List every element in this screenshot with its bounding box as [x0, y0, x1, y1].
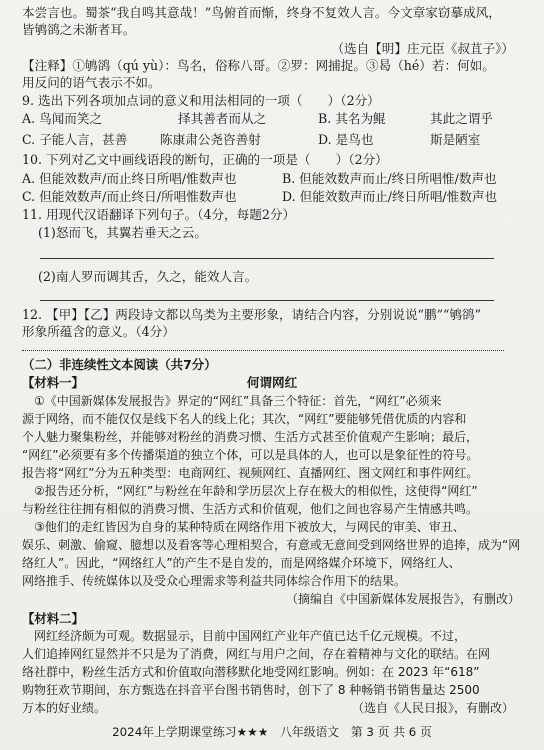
material-1-line: 源于网络，而不能仅仅是线下名人的线上化；其次，“网红”要能够凭借优质的内容和: [22, 412, 467, 426]
q9-option-b1: B. 其名为鲲: [318, 111, 386, 126]
passage-source: （选自【明】庄元臣《叔苴子》）: [331, 41, 514, 56]
material-2-source: （选自《人民日报》，有删改）: [351, 701, 514, 715]
q9-option-c1: C. 子能人言，甚善: [22, 132, 128, 147]
notes-line: 【注释】①鸲鹆（qú yù）：鸟名，俗称八哥。②罗：网捕捉。③曷（hé）若：何如。: [22, 58, 495, 73]
material-1-line: 娱乐、刺激、偷窥、臆想以及看客等心理相契合，有意或无意间受到网络世界的追捧，成为“网: [22, 538, 521, 552]
material-1-line: 个人魅力聚集粉丝，并能够对粉丝的消费习惯、生活方式甚至价值观产生影响；最后，: [22, 430, 479, 444]
answer-line: [22, 350, 504, 351]
q10-option-b: B. 但能效数声而止/终日所唱惟/数声也: [282, 171, 497, 186]
material-2-label: 【材料二】: [22, 611, 84, 626]
q11-sentence-2: (2)南人罗而调其舌，久之，能效人言。: [38, 269, 258, 284]
q10-option-a: A. 但能效数声/而止终日所唱/惟数声也: [22, 171, 237, 186]
material-2-line: 人们追捧网红显然并不只是为了消费，网红与用户之间，存在着精神与文化的联结。在网: [22, 647, 491, 661]
material-2-line: 万本的好业绩。: [22, 701, 107, 715]
passage-line: 皆鸲鹆之未渐者耳。: [22, 22, 136, 37]
material-2-line: 络社群中，粉丝生活方式和价值取向潜移默化地受网红影响。例如：在 2023 年“618”: [22, 665, 480, 679]
material-2-line: 网红经济颇为可观。数据显示，目前中国网红产业年产值已达千亿元规模。不过，: [34, 629, 467, 643]
material-2-line: 购物狂欢节期间，东方甄选在抖音平台图书销售时，创下了 8 种畅销书销售量达 2500: [22, 683, 480, 697]
answer-line: [40, 258, 494, 259]
material-1-line: 与粉丝往往拥有相似的消费习惯、生活方式和价值观，他们之间也容易产生情感共鸣。: [22, 502, 479, 516]
q11-sentence-1: (1)怒而飞，其翼若垂天之云。: [38, 225, 207, 240]
q12-line: 形象所蕴含的意义。（4分）: [22, 324, 175, 339]
q10-stem: 10. 下列对乙文中画线语段的断句，正确的一项是（ ）（2分）: [22, 152, 388, 167]
q9-stem: 9. 选出下列各项加点词的意义和用法相同的一项（ ）（2分）: [22, 93, 380, 108]
material-1-source: （摘编自《中国新媒体发展报告》，有删改）: [285, 592, 520, 606]
material-1-line: “网红”必须要有多个传播渠道的独立个体，可以是具体的人，也可以是象征性的符号。: [22, 448, 479, 462]
notes-line: 用反问的语气表示不如。: [22, 75, 161, 90]
page-footer: 2024年上学期课堂练习★★★ 八年级语文 第 3 页 共 6 页: [112, 725, 432, 739]
passage-line: 本尝言也。蜀茶“我自鸣其意哉！”鸟俯首而惭，终身不复效人言。今文章家窃摹成风，: [22, 5, 501, 20]
q10-option-d: D. 但能效数声而止/终日所唱/惟数声也: [282, 189, 498, 204]
material-1-line: 络红人”。因此，“网络红人”的产生不是自发的，而是网络媒介环境下，网络红人、: [22, 556, 461, 570]
q11-stem: 11. 用现代汉语翻译下列句子。（4分，每题2分）: [22, 207, 296, 222]
q9-option-d2: 斯是陋室: [430, 132, 481, 147]
material-1-label: 【材料一】: [22, 375, 84, 390]
material-1-line: ②报告还分析，“网红”与粉丝在年龄和学历层次上存在极大的相似性，这使得“网红”: [34, 484, 478, 498]
material-1-line: 报告将“网红”分为五种类型：电商网红、视频网红、直播网红、图文网红和事件网红。: [22, 466, 479, 480]
q9-option-c2: 陈康肃公尧咨善射: [160, 132, 261, 147]
answer-line: [40, 300, 494, 301]
material-1-line: 网络推手、传统媒体以及受众心理需求等利益共同体综合作用下的结果。: [22, 574, 407, 588]
q9-option-d1: D. 是鸟也: [318, 132, 374, 147]
q10-option-c: C. 但能效数声/而止终日/所唱惟数声也: [22, 189, 237, 204]
q9-option-a1: A. 鸟闻而笑之: [22, 111, 103, 126]
material-1-line: ①《中国新媒体发展报告》界定的“网红”具备三个特征：首先，“网红”必须来: [34, 394, 442, 408]
section-heading: （二）非连续性文本阅读（共7分）: [22, 357, 217, 372]
material-1-title: 何谓网红: [246, 375, 298, 390]
material-1-line: ③他们的走红皆因为自身的某种特质在网络作用下被放大，与网民的审美、审丑、: [34, 520, 465, 534]
q9-option-b2: 其此之谓乎: [430, 111, 493, 126]
q12-line: 12. 【甲】【乙】两段诗文都以鸟类为主要形象，请结合内容，分别说说“鹏”“鸲鹆”: [22, 307, 482, 322]
q9-option-a2: 择其善者而从之: [178, 111, 267, 126]
